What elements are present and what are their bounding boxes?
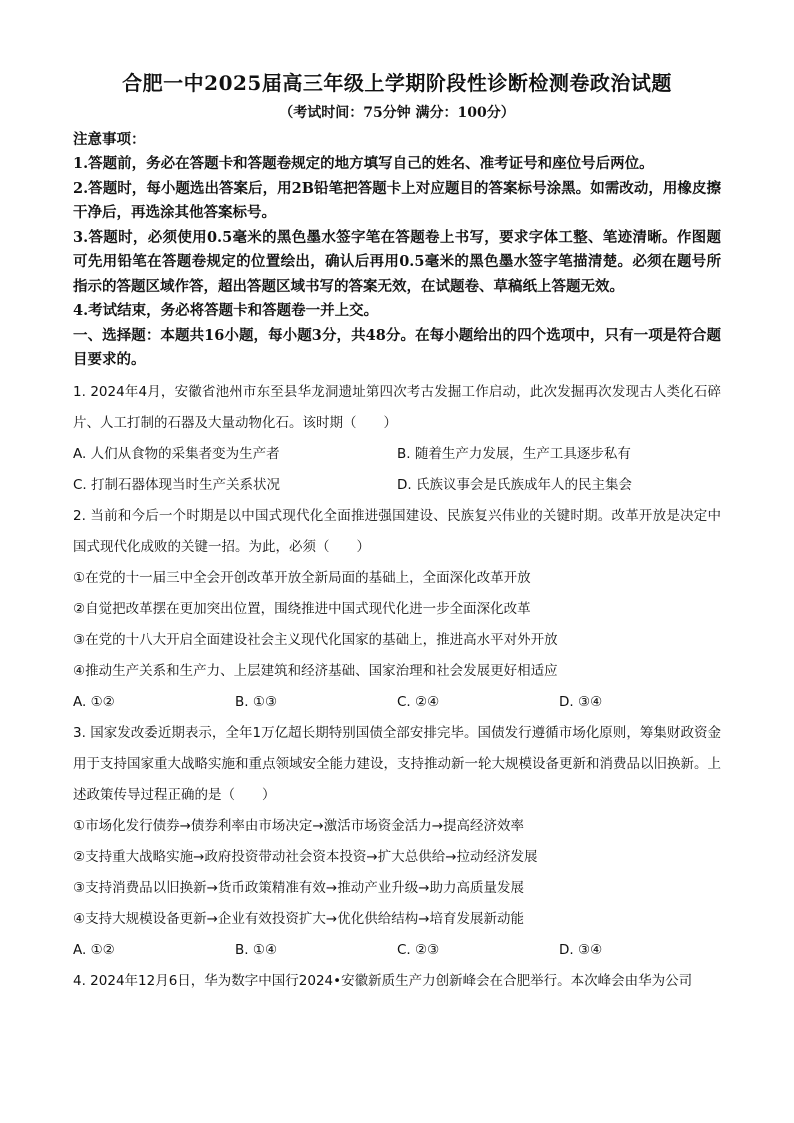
option-d: D. 氏族议事会是氏族成年人的民主集会 <box>397 476 632 493</box>
option-c: C. 打制石器体现当时生产关系状况 <box>73 476 281 493</box>
option-a: A. 人们从食物的采集者变为生产者 <box>73 445 280 462</box>
option-list <box>73 935 721 966</box>
notice-item: 1.答题前，务必在答题卡和答题卷规定的地方填写自己的姓名、准考证号和座位号后两位。 <box>73 155 654 172</box>
option-b: B. 随着生产力发展，生产工具逐步私有 <box>397 445 631 462</box>
question-stem: 4. 2024年12月6日，华为数字中国行2024•安徽新质生产力创新峰会在合肥举行。本次峰会由华为公司 <box>73 972 693 989</box>
statement-1: ①市场化发行债券→债券利率由市场决定→激活市场资金活力→提高经济效率 <box>73 817 525 834</box>
question-4 <box>73 966 721 997</box>
notice-heading: 注意事项： <box>73 131 146 148</box>
option-a: A. ①② <box>73 693 115 710</box>
question-1 <box>73 377 721 501</box>
option-a: A. ①② <box>73 941 115 958</box>
exam-subtitle: （考试时间：75分钟 满分：100分） <box>279 105 515 121</box>
option-d: D. ③④ <box>559 693 603 710</box>
option-c: C. ②④ <box>397 693 440 710</box>
statement-4: ④支持大规模设备更新→企业有效投资扩大→优化供给结构→培育发展新动能 <box>73 910 525 927</box>
notice-item: 2.答题时，每小题选出答案后，用2B铅笔把答题卡上对应题目的答案标号涂黑。如需改动，用橡皮擦干净后，再选涂其他答案标号。 <box>73 179 721 221</box>
option-list <box>73 439 721 501</box>
question-stem: 3. 国家发改委近期表示，全年1万亿超长期特别国债全部安排完毕。国债发行遵循市场化原则，筹集财政资金用于支持国家重大战略实施和重点领域安全能力建设，支持推动新一轮大规模设备更新和消费品以旧换新。上述政策传导过程正确的是（ ） <box>73 724 721 803</box>
exam-title: 合肥一中2025届高三年级上学期阶段性诊断检测卷政治试题 <box>122 71 672 95</box>
question-stem: 1. 2024年4月，安徽省池州市东至县华龙洞遗址第四次考古发掘工作启动，此次发掘再次发现古人类化石碎片、人工打制的石器及大量动物化石。该时期（ ） <box>73 383 721 431</box>
option-b: B. ①③ <box>235 693 278 710</box>
section-heading: 一、选择题：本题共16小题，每小题3分，共48分。在每小题给出的四个选项中，只有一项是符合题目要求的。 <box>73 326 721 368</box>
statement-1: ①在党的十一届三中全会开创改革开放全新局面的基础上，全面深化改革开放 <box>73 569 531 586</box>
option-d: D. ③④ <box>559 941 603 958</box>
question-2 <box>73 501 721 718</box>
statement-2: ②自觉把改革摆在更加突出位置，围绕推进中国式现代化进一步全面深化改革 <box>73 600 531 617</box>
question-stem: 2. 当前和今后一个时期是以中国式现代化全面推进强国建设、民族复兴伟业的关键时期。改革开放是决定中国式现代化成败的关键一招。为此，必须（ ） <box>73 507 721 555</box>
statement-3: ③支持消费品以旧换新→货币政策精准有效→推动产业升级→助力高质量发展 <box>73 879 525 896</box>
statement-4: ④推动生产关系和生产力、上层建筑和经济基础、国家治理和社会发展更好相适应 <box>73 662 558 679</box>
statement-2: ②支持重大战略实施→政府投资带动社会资本投资→扩大总供给→拉动经济发展 <box>73 848 538 865</box>
statement-3: ③在党的十八大开启全面建设社会主义现代化国家的基础上，推进高水平对外开放 <box>73 631 558 648</box>
notice-block <box>73 128 721 324</box>
option-b: B. ①④ <box>235 941 278 958</box>
option-c: C. ②③ <box>397 941 440 958</box>
notice-item: 4.考试结束，务必将答题卡和答题卷一并上交。 <box>73 302 379 319</box>
question-3 <box>73 718 721 966</box>
option-list <box>73 687 721 718</box>
notice-item: 3.答题时，必须使用0.5毫米的黑色墨水签字笔在答题卷上书写，要求字体工整、笔迹清晰。作图题可先用铅笔在答题卷规定的位置绘出，确认后再用0.5毫米的黑色墨水签字笔描清楚。必须在题号所指示的答题区域作答，超出答题区域书写的答案无效，在试题卷、草稿纸上答题无效。 <box>73 228 721 295</box>
